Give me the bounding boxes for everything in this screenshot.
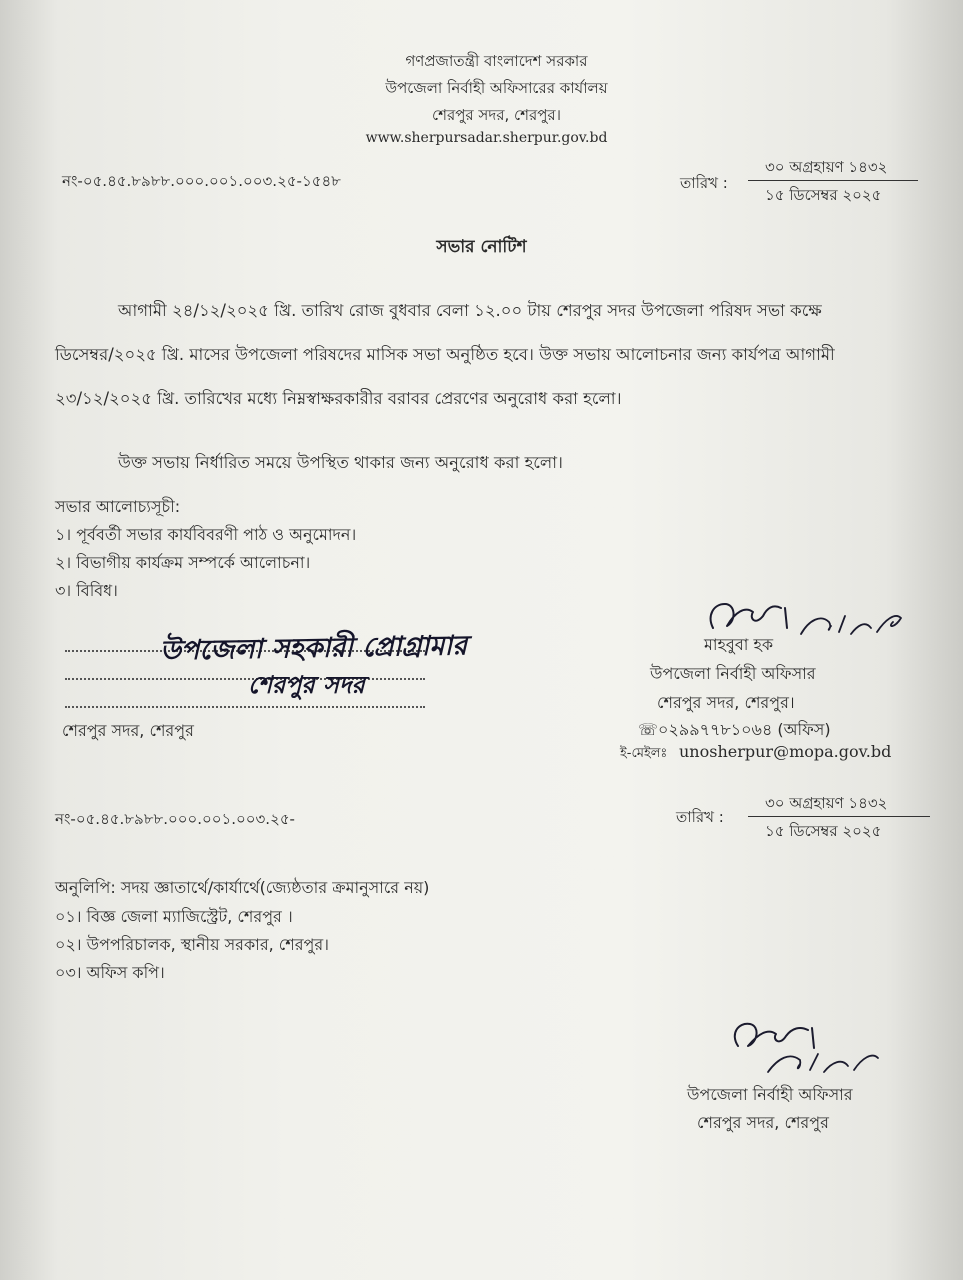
office-location: শেরপুর সদর, শেরপুর। — [432, 106, 561, 124]
telephone-icon: ☏ — [638, 720, 659, 739]
agenda-heading: সভার আলোচ্যসূচী: — [55, 497, 181, 516]
date-bangla-copy: ৩০ অগ্রহায়ণ ১৪৩২ — [765, 794, 888, 812]
body-line-3: ২৩/১২/২০২৫ খ্রি. তারিখের মধ্যে নিম্নস্বাক্ষরকারীর বরাবর প্রেরণের অনুরোধ করা হলো। — [55, 389, 622, 408]
date-label-copy: তারিখ : — [676, 808, 724, 826]
signatory-location: শেরপুর সদর, শেরপুর। — [657, 693, 795, 712]
body-line-1: আগামী ২৪/১২/২০২৫ খ্রি. তারিখ রোজ বুধবার বেলা ১২.০০ টায় শেরপুর সদর উপজেলা পরিষদ সভা কক্ষে — [118, 301, 822, 320]
signatory-phone-number: ০২৯৯৭৭৮১০৬৪ (অফিস) — [658, 720, 831, 739]
office-name: উপজেলা নির্বাহী অফিসারের কার্যালয় — [385, 79, 608, 97]
bottom-signatory-location: শেরপুর সদর, শেরপুর — [697, 1113, 829, 1132]
date-divider — [748, 180, 918, 181]
body-request: উক্ত সভায় নির্ধারিত সময়ে উপস্থিত থাকার জন্য অনুরোধ করা হলো। — [118, 453, 563, 472]
agenda-item: ৩। বিবিধ। — [55, 581, 118, 600]
agenda-item: ২। বিভাগীয় কার্যক্রম সম্পর্কে আলোচনা। — [55, 553, 311, 572]
bottom-signatory-designation: উপজেলা নির্বাহী অফিসার — [687, 1085, 853, 1104]
copy-item: ০২। উপপরিচালক, স্থানীয় সরকার, শেরপুর। — [55, 935, 329, 954]
govt-name: গণপ্রজাতন্ত্রী বাংলাদেশ সরকার — [405, 52, 588, 70]
date-bangla: ৩০ অগ্রহায়ণ ১৪৩২ — [765, 158, 888, 176]
signatory-email: unosherpur@mopa.gov.bd — [679, 742, 892, 761]
date-divider-copy — [748, 816, 930, 817]
recipient-dotted-line — [65, 678, 425, 680]
recipient-dotted-line — [65, 706, 425, 708]
memo-number: নং-০৫.৪৫.৮৯৮৮.০০০.০০১.০০৩.২৫-১৫৪৮ — [62, 172, 341, 190]
signature-mark-bottom — [728, 1018, 888, 1078]
date-english-copy: ১৫ ডিসেম্বর ২০২৫ — [765, 822, 882, 840]
recipient-location: শেরপুর সদর, শেরপুর — [62, 721, 194, 740]
memo-number-copy: নং-০৫.৪৫.৮৯৮৮.০০০.০০১.০০৩.২৫- — [55, 810, 295, 828]
copy-item: ০১। বিজ্ঞ জেলা ম্যাজিস্ট্রেট, শেরপুর । — [55, 907, 293, 926]
signatory-phone — [638, 717, 831, 744]
body-line-2: ডিসেম্বর/২০২৫ খ্রি. মাসের উপজেলা পরিষদের মাসিক সভা অনুষ্ঠিত হবে। উক্ত সভায় আলোচনার জন্য কার্যপত্র আগামী — [55, 345, 835, 364]
copies-heading: অনুলিপি: সদয় জ্ঞাতার্থে/কার্যার্থে(জ্যেষ্ঠতার ক্রমানুসারে নয়) — [55, 878, 430, 897]
notice-title: সভার নোটিশ — [436, 237, 527, 257]
recipient-handwritten-line-2: শেরপুর সদর — [248, 671, 365, 699]
office-website: www.sherpursadar.sherpur.gov.bd — [365, 130, 608, 146]
signatory-email-label: ই-মেইলঃ — [620, 746, 668, 761]
agenda-item: ১। পূর্ববর্তী সভার কার্যবিবরণী পাঠ ও অনুমোদন। — [55, 525, 357, 544]
copy-item: ০৩। অফিস কপি। — [55, 963, 165, 982]
date-label: তারিখ : — [680, 174, 728, 192]
signatory-designation: উপজেলা নির্বাহী অফিসার — [650, 664, 816, 683]
recipient-handwritten-line-1: উপজেলা সহকারী প্রোগ্রামার — [159, 630, 468, 667]
date-english: ১৫ ডিসেম্বর ২০২৫ — [765, 186, 882, 204]
signatory-name: মাহবুবা হক — [704, 635, 774, 654]
